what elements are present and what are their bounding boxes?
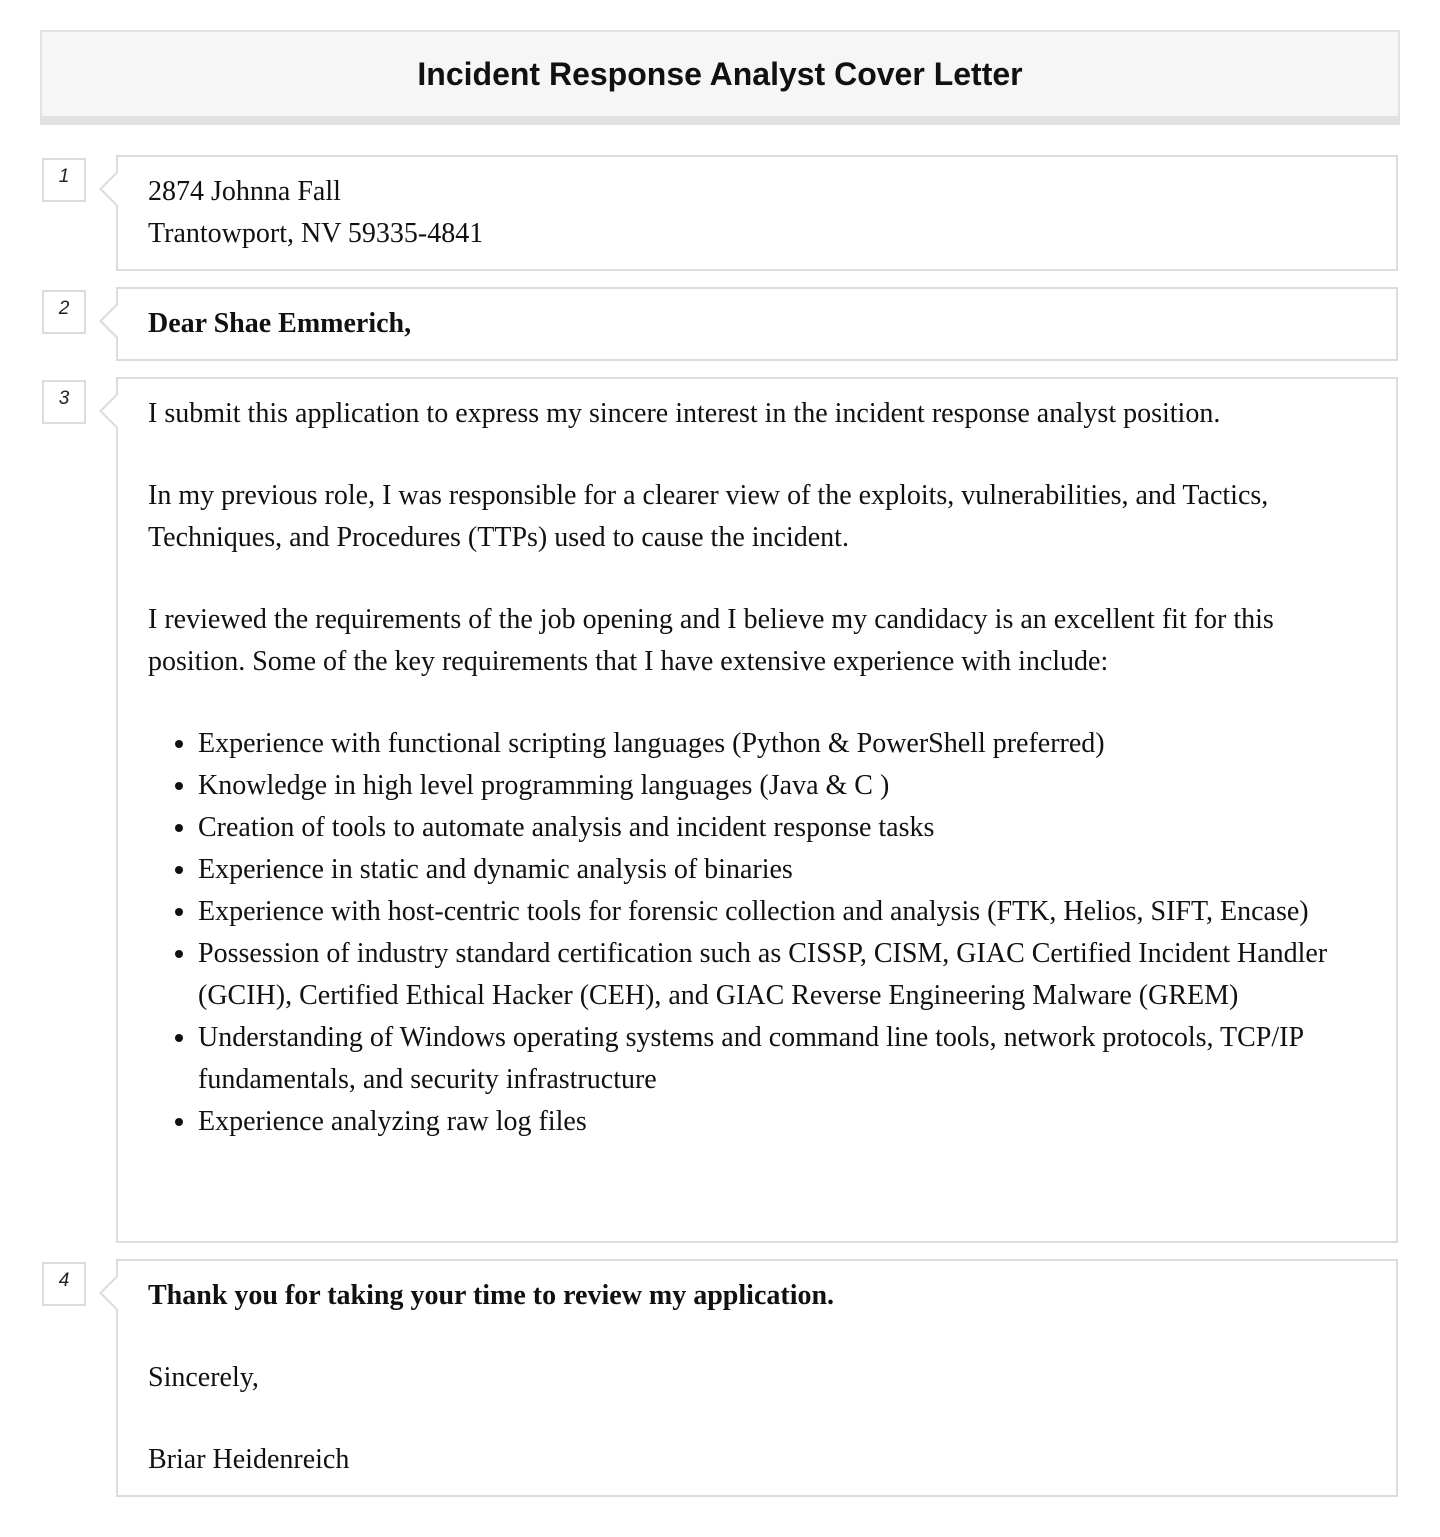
address-line-2: Trantowport, NV 59335-4841 [148, 218, 484, 249]
requirements-intro-paragraph: I reviewed the requirements of the job opening and I believe my candidacy is an excellent fit for this position. Some of the key requirements that I have extensive experience with include: [148, 604, 1274, 677]
signature-name: Briar Heidenreich [148, 1444, 350, 1475]
requirements-list [148, 723, 1366, 1143]
salutation: Dear Shae Emmerich, [148, 308, 412, 339]
address-section [116, 155, 1398, 271]
closing-line: Sincerely, [148, 1362, 259, 1393]
salutation-section [116, 287, 1398, 361]
list-item: • Experience in static and dynamic analysis of binaries [198, 849, 1366, 891]
intro-paragraph: I submit this application to express my sincere interest in the incident response analyst position. [148, 398, 1221, 429]
list-item: • Understanding of Windows operating systems and command line tools, network protocols, TCP/IP fundamentals, and security infrastructure [198, 1017, 1366, 1101]
section-number-1: 1 [42, 158, 86, 202]
list-item: • Knowledge in high level programming languages (Java & C ) [198, 765, 1366, 807]
section-number-4: 4 [42, 1262, 86, 1306]
list-item: • Creation of tools to automate analysis and incident response tasks [198, 807, 1366, 849]
closing-section [116, 1259, 1398, 1497]
section-number-3: 3 [42, 380, 86, 424]
list-item: • Experience analyzing raw log files [198, 1101, 1366, 1143]
section-number-2: 2 [42, 290, 86, 334]
list-item: • Experience with functional scripting languages (Python & PowerShell preferred) [198, 723, 1366, 765]
list-item: • Experience with host-centric tools for forensic collection and analysis (FTK, Helios, SIFT, Encase) [198, 891, 1366, 933]
page-header [40, 30, 1400, 125]
previous-role-paragraph: In my previous role, I was responsible for a clearer view of the exploits, vulnerabilities, and Tactics, Techniques, and Procedures (TTPs) used to cause the incident. [148, 480, 1269, 553]
page-title: Incident Response Analyst Cover Letter [417, 55, 1023, 92]
address-line-1: 2874 Johnna Fall [148, 176, 341, 207]
list-item: • Possession of industry standard certification such as CISSP, CISM, GIAC Certified Incident Handler (GCIH), Certified Ethical Hacker (CEH), and GIAC Reverse Engineering Malware (GREM) [198, 933, 1366, 1017]
body-section [116, 377, 1398, 1243]
thanks-line: Thank you for taking your time to review my application. [148, 1280, 835, 1311]
